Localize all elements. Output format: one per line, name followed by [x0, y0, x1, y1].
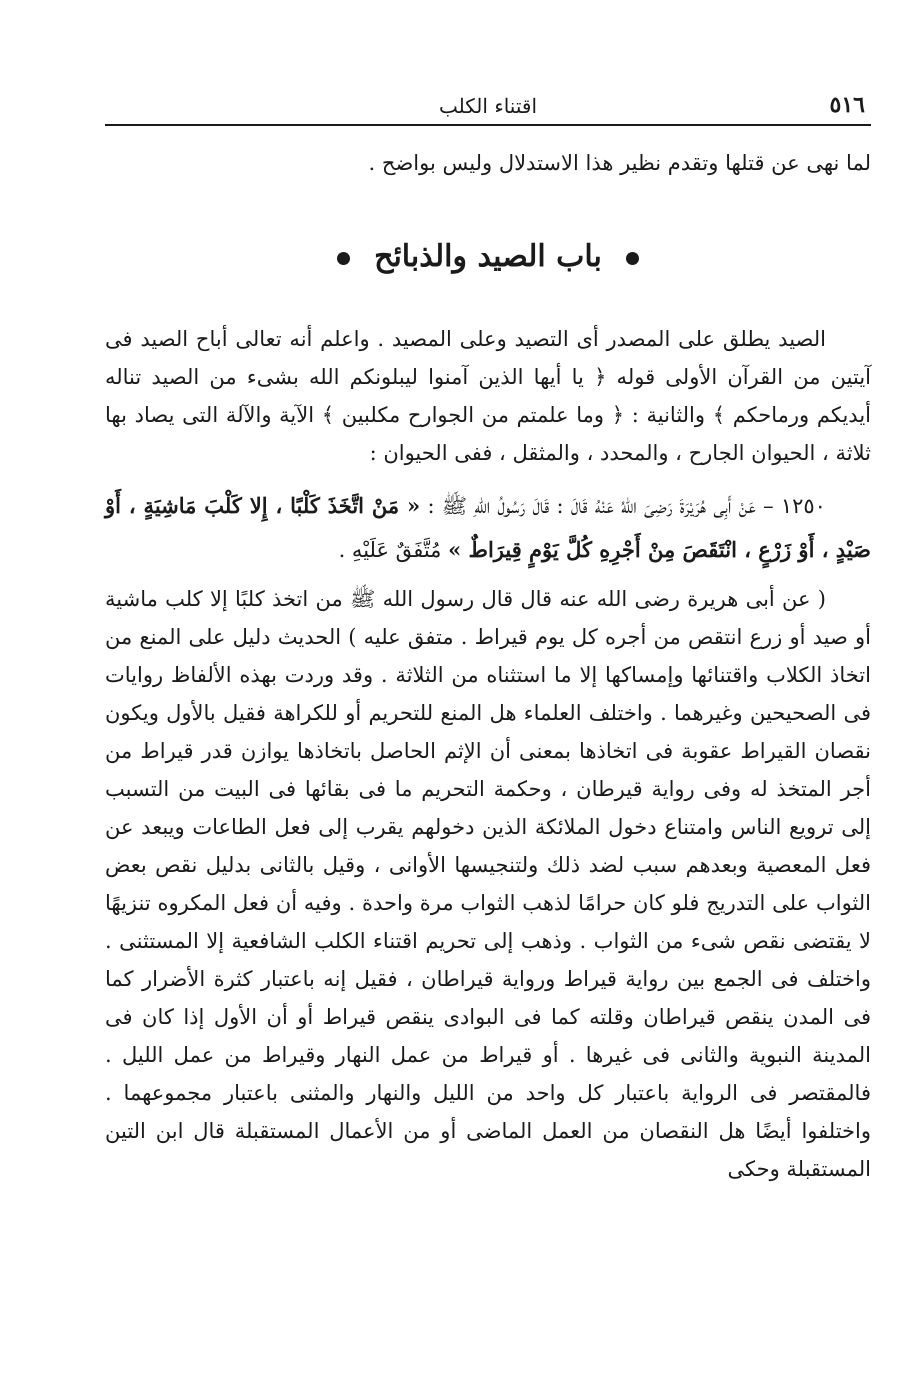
hadith-block — [105, 484, 871, 572]
commentary-paragraph: ( عن أبى هريرة رضى الله عنه قال قال رسول الله ﷺ من اتخذ كلبًا إلا كلب ماشية أو صيد أو زرع انتقص من أجره كل يوم قيراط . متفق عليه ) الحديث دليل على المنع من اتخاذ الكلاب واقتنائها وإمساكها إلا ما استثناه من الثلاثة . وقد وردت بهذه الألفاظ روايات فى الصحيحين وغيرهما . واختلف العلماء هل المنع للتحريم أو للكراهة فقيل بالأول ويكون نقصان القيراط عقوبة فى اتخاذها بمعنى أن الإثم الحاصل باتخاذها يوازن قدر قيراط من أجر المتخذ له وفى رواية قيرطان ، وحكمة التحريم ما فى بقائها فى البيت من التسبب إلى ترويع الناس وامتناع دخول الملائكة الذين دخولهم يقرب إلى فعل الطاعات ويبعد عن فعل المعصية وبعدهم سبب لضد ذلك ولتنجيسها الأوانى ، وقيل بالثانى بدليل نقص بعض الثواب على التدريج فلو كان حرامًا لذهب الثواب مرة واحدة . وفيه أن فعل المكروه تنزيهًا لا يقتضى نقص شىء من الثواب . وذهب إلى تحريم اقتناء الكلب الشافعية إلا المستثنى . واختلف فى الجمع بين رواية قيراط ورواية قيراطان ، فقيل إنه باعتبار كثرة الأضرار كما فى المدن ينقص قيراطان وقلته كما فى البوادى ينقص قيراط أو أن الأول إذا كان فى المدينة النبوية والثانى فى غيرها . أو قيراط من عمل النهار وقيراط من عمل الليل . فالمقتصر فى الرواية باعتبار كل واحد من الليل والنهار والمثنى باعتبار مجموعهما . واختلفوا أيضًا هل النقصان من العمل الماضى أو من الأعمال المستقبلة قال ابن التين المستقبلة وحكى — [105, 587, 872, 1181]
page-number: ٥١٦ — [829, 92, 865, 118]
carry-over-line: لما نهى عن قتلها وتقدم نظير هذا الاستدلال وليس بواضح . — [368, 151, 871, 175]
running-title: اقتناء الكلب — [439, 94, 537, 118]
hadith-opening: – عَنْ أَبِى هُرَيْرَةَ رَضِىَ اللهُ عَنْهُ قَالَ : قَالَ رَسُولُ اللهِ ﷺ : — [427, 494, 774, 518]
running-header — [105, 88, 871, 126]
book-page — [105, 88, 871, 1188]
intro-paragraph: الصيد يطلق على المصدر أى التصيد وعلى المصيد . واعلم أنه تعالى أباح الصيد فى آيتين من القرآن الأولى قوله ﴿ يا أيها الذين آمنوا ليبلونكم الله بشىء من الصيد تناله أيديكم ورماحكم ﴾ والثانية : ﴿ وما علمتم من الجوارح مكلبين ﴾ الآية والآلة التى يصاد بها ثلاثة ، الحيوان الجارح ، والمحدد ، والمثقل ، ففى الحيوان : — [105, 327, 871, 465]
chapter-title: باب الصيد والذبائح — [374, 239, 602, 274]
hadith-number: ١٢٥٠ — [780, 494, 826, 518]
chapter-heading — [105, 232, 871, 282]
bullet-dot-icon — [337, 252, 350, 265]
hadith-text: « مَنْ اتَّخَذَ كَلْبًا ، إِلا كَلْبَ مَاشِيَةٍ ، أَوْ صَيْدٍ ، أَوْ زَرْعٍ ، انْتَقَصَ مِنْ أَجْرِهِ كُلَّ يَوْمٍ قِيرَاطٌ » — [105, 493, 871, 562]
hadith-source: مُتَّفَقٌ عَلَيْهِ . — [338, 538, 442, 562]
bullet-dot-icon — [626, 252, 639, 265]
